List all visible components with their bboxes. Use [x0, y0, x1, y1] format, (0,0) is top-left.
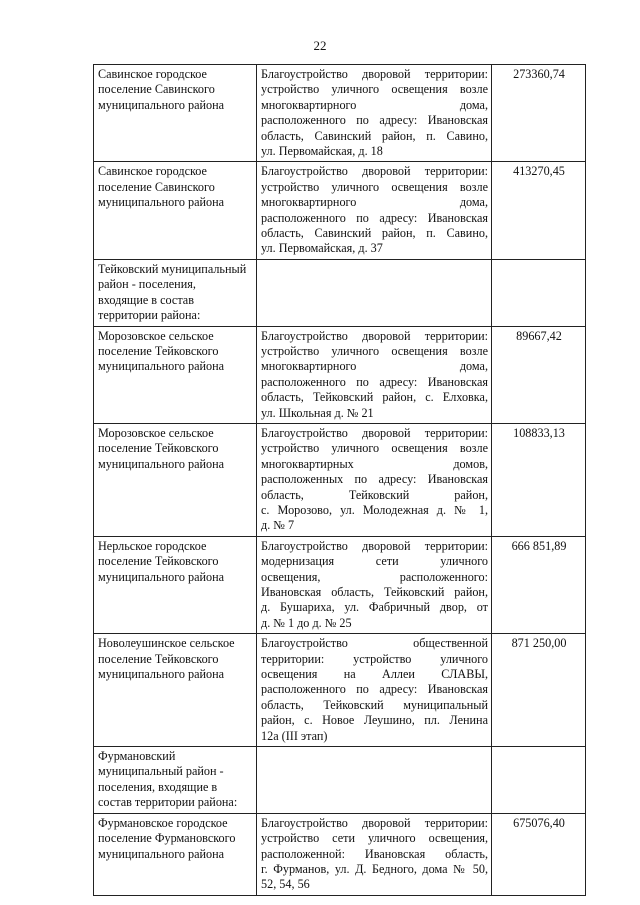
- municipality-line: Морозовское сельское: [98, 425, 214, 440]
- project-description-cell: [257, 536, 492, 633]
- municipality-line: муниципального района: [98, 456, 225, 471]
- municipality-line: поселение Тейковского: [98, 651, 219, 666]
- municipality-line: Тейковский муниципальный: [98, 261, 247, 276]
- description-line: освещения на Аллеи СЛАВЫ,: [261, 667, 488, 682]
- municipality-line: поселение Тейковского: [98, 441, 219, 456]
- municipality-line: Морозовское сельское: [98, 328, 214, 343]
- municipality-line: поселение Савинского: [98, 82, 215, 97]
- description-line: д. № 7: [261, 518, 295, 533]
- description-line: освещения, расположенного:: [261, 569, 488, 584]
- description-line: область, Савинский район, п. Савино,: [261, 128, 488, 143]
- municipality-cell: [94, 634, 257, 747]
- municipality-cell: [94, 259, 257, 326]
- description-line: Благоустройство дворовой территории:: [261, 67, 488, 81]
- description-line: г. Фурманов, ул. Д. Бедного, дома № 50,: [261, 861, 488, 876]
- amount-cell: 89667,42: [492, 326, 586, 423]
- description-line: Благоустройство дворовой территории:: [261, 815, 488, 830]
- amount-cell: [492, 259, 586, 326]
- description-line: многоквартирного дома,: [261, 97, 488, 112]
- description-line: д. № 1 до д. № 25: [261, 615, 352, 630]
- municipality-line: Новолеушинское сельское: [98, 636, 235, 651]
- municipality-line: муниципального района: [98, 97, 225, 112]
- description-line: многоквартирных домов,: [261, 456, 488, 471]
- table-row: [94, 747, 586, 814]
- municipality-cell: [94, 747, 257, 814]
- municipality-line: Фурмановское городское: [98, 815, 228, 830]
- municipality-line: муниципального района: [98, 667, 225, 682]
- municipality-line: поселение Тейковского: [98, 343, 219, 358]
- municipality-cell: [94, 536, 257, 633]
- description-line: область, Савинский район, п. Савино,: [261, 226, 488, 241]
- municipality-line: Савинское городское: [98, 164, 207, 179]
- description-line: д. Бушариха, ул. Фабричный двор, от: [261, 600, 488, 615]
- description-line: 52, 54, 56: [261, 877, 310, 892]
- page-number: 22: [313, 38, 327, 53]
- amount-cell: 273360,74: [492, 65, 586, 162]
- description-line: Благоустройство общественной: [261, 636, 488, 651]
- description-line: расположенного по адресу: Ивановская: [261, 210, 488, 225]
- municipality-line: муниципального района: [98, 359, 225, 374]
- project-description-cell: [257, 634, 492, 747]
- municipality-cell: [94, 162, 257, 259]
- description-line: область, Тейковский район, с. Елховка,: [261, 390, 488, 405]
- municipality-line: состав территории района:: [98, 795, 238, 810]
- project-description-cell: [257, 813, 492, 895]
- municipality-line: поселения, входящие в: [98, 779, 218, 794]
- description-line: Благоустройство дворовой территории:: [261, 538, 488, 553]
- project-description-cell: [257, 259, 492, 326]
- municipality-cell: [94, 326, 257, 423]
- description-line: устройство уличного освещения возле: [261, 179, 488, 194]
- municipality-line: муниципального района: [98, 569, 225, 584]
- municipality-line: муниципальный район -: [98, 764, 224, 779]
- amount-cell: [492, 747, 586, 814]
- description-line: территории: устройство уличного: [261, 651, 488, 666]
- table-row: [94, 813, 586, 895]
- project-description-cell: [257, 162, 492, 259]
- description-line: модернизация сети уличного: [261, 554, 488, 569]
- amount-cell: 413270,45: [492, 162, 586, 259]
- project-description-cell: [257, 747, 492, 814]
- description-line: Ивановская область, Тейковский район,: [261, 585, 488, 599]
- municipality-line: район - поселения,: [98, 277, 196, 292]
- table-row: [94, 634, 586, 747]
- description-line: Благоустройство дворовой территории:: [261, 164, 488, 179]
- description-line: устройство уличного освещения возле: [261, 441, 488, 456]
- project-description-cell: [257, 423, 492, 536]
- project-description-cell: [257, 326, 492, 423]
- description-line: ул. Школьная д. № 21: [261, 405, 374, 420]
- description-line: область, Тейковский муниципальный: [261, 697, 488, 712]
- table-body: [94, 65, 586, 896]
- description-line: расположенного по адресу: Ивановская: [261, 682, 488, 697]
- municipality-cell: [94, 423, 257, 536]
- description-line: устройство уличного освещения возле: [261, 343, 488, 358]
- municipality-line: поселение Фурмановского: [98, 831, 236, 846]
- table-row: [94, 423, 586, 536]
- municipality-line: Савинское городское: [98, 67, 207, 81]
- description-line: расположенного по адресу: Ивановская: [261, 374, 488, 389]
- description-line: устройство уличного освещения возле: [261, 82, 488, 97]
- description-line: устройство сети уличного освещения,: [261, 831, 488, 846]
- municipality-cell: [94, 65, 257, 162]
- municipality-cell: [94, 813, 257, 895]
- table-row: [94, 259, 586, 326]
- amount-cell: 666 851,89: [492, 536, 586, 633]
- municipality-line: муниципального района: [98, 846, 225, 861]
- description-line: с. Морозово, ул. Молодежная д. № 1,: [261, 502, 488, 517]
- municipality-line: входящие в состав: [98, 292, 194, 307]
- table-row: [94, 326, 586, 423]
- municipality-line: территории района:: [98, 308, 201, 323]
- subsidy-table: [93, 64, 586, 896]
- municipality-line: поселение Савинского: [98, 179, 215, 194]
- description-line: расположенных по адресу: Ивановская: [261, 472, 488, 487]
- description-line: Благоустройство дворовой территории:: [261, 328, 488, 343]
- description-line: расположенной: Ивановская область,: [261, 846, 488, 861]
- description-line: ул. Первомайская, д. 37: [261, 241, 383, 256]
- description-line: расположенного по адресу: Ивановская: [261, 113, 488, 128]
- description-line: область, Тейковский район,: [261, 487, 488, 502]
- description-line: многоквартирного дома,: [261, 359, 488, 374]
- amount-cell: 871 250,00: [492, 634, 586, 747]
- description-line: Благоустройство дворовой территории:: [261, 425, 488, 440]
- project-description-cell: [257, 65, 492, 162]
- table-row: [94, 536, 586, 633]
- table-row: [94, 162, 586, 259]
- municipality-line: муниципального района: [98, 195, 225, 210]
- table-row: [94, 65, 586, 162]
- description-line: многоквартирного дома,: [261, 195, 488, 210]
- municipality-line: поселение Тейковского: [98, 554, 219, 569]
- municipality-line: Нерльское городское: [98, 538, 207, 553]
- description-line: 12а (III этап): [261, 728, 328, 743]
- municipality-line: Фурмановский: [98, 749, 176, 764]
- description-line: район, с. Новое Леушино, пл. Ленина: [261, 713, 488, 728]
- description-line: ул. Первомайская, д. 18: [261, 144, 383, 159]
- amount-cell: 675076,40: [492, 813, 586, 895]
- amount-cell: 108833,13: [492, 423, 586, 536]
